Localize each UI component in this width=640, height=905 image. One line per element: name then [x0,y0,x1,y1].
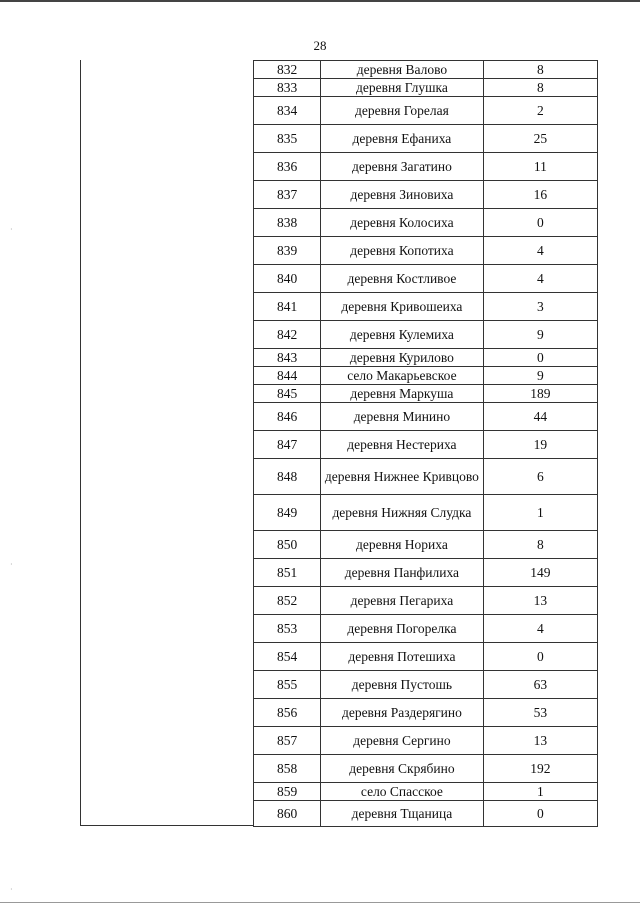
settlement-value: 8 [483,79,597,97]
settlement-value: 13 [483,727,597,755]
settlement-name: деревня Тщаница [321,801,483,827]
settlement-value: 0 [483,643,597,671]
table-row [254,367,598,385]
table-row [254,699,598,727]
row-number: 856 [254,699,321,727]
row-number: 838 [254,209,321,237]
settlement-value: 192 [483,755,597,783]
settlement-name: село Макарьевское [321,367,483,385]
table-row [254,431,598,459]
settlement-value: 6 [483,459,597,495]
table-row [254,181,598,209]
settlement-name: деревня Нестериха [321,431,483,459]
table-row [254,79,598,97]
settlement-name: деревня Курилово [321,349,483,367]
row-number: 844 [254,367,321,385]
settlement-value: 0 [483,209,597,237]
settlement-value: 189 [483,385,597,403]
table-row [254,125,598,153]
row-number: 848 [254,459,321,495]
table-row [254,349,598,367]
settlement-value: 53 [483,699,597,727]
settlement-name: деревня Загатино [321,153,483,181]
settlement-value: 63 [483,671,597,699]
scan-mark: · [10,225,13,234]
table-row [254,385,598,403]
row-number: 832 [254,61,321,79]
settlement-name: деревня Ефаниха [321,125,483,153]
settlement-value: 11 [483,153,597,181]
row-number: 835 [254,125,321,153]
settlement-name: деревня Зиновиха [321,181,483,209]
settlement-value: 16 [483,181,597,209]
settlement-name: деревня Маркуша [321,385,483,403]
empty-left-column [80,60,254,826]
row-number: 837 [254,181,321,209]
settlement-value: 4 [483,615,597,643]
table-body [254,61,598,827]
settlement-name: деревня Колосиха [321,209,483,237]
settlement-name: деревня Кривошеиха [321,293,483,321]
row-number: 858 [254,755,321,783]
row-number: 846 [254,403,321,431]
settlement-value: 149 [483,559,597,587]
settlement-value: 1 [483,783,597,801]
table-row [254,531,598,559]
row-number: 850 [254,531,321,559]
settlements-table [253,60,598,827]
table-row [254,587,598,615]
settlement-value: 9 [483,367,597,385]
settlement-value: 8 [483,61,597,79]
row-number: 839 [254,237,321,265]
settlement-name: деревня Копотиха [321,237,483,265]
settlement-name: деревня Нориха [321,531,483,559]
settlement-name: деревня Валово [321,61,483,79]
row-number: 855 [254,671,321,699]
row-number: 842 [254,321,321,349]
row-number: 843 [254,349,321,367]
row-number: 849 [254,495,321,531]
settlement-name: деревня Глушка [321,79,483,97]
row-number: 857 [254,727,321,755]
settlement-value: 9 [483,321,597,349]
scan-mark: · [10,885,13,894]
scan-mark: · [10,560,13,569]
settlement-name: деревня Пегариха [321,587,483,615]
table-row [254,671,598,699]
settlement-name: село Спасское [321,783,483,801]
top-border-line [0,0,640,2]
settlement-value: 44 [483,403,597,431]
settlement-value: 8 [483,531,597,559]
settlement-value: 0 [483,801,597,827]
row-number: 853 [254,615,321,643]
settlement-value: 19 [483,431,597,459]
settlement-name: деревня Нижнее Кривцово [321,459,483,495]
bottom-border-line [0,902,640,903]
page-number: 28 [313,38,327,53]
table-row [254,209,598,237]
settlement-name: деревня Раздерягино [321,699,483,727]
settlement-name: деревня Нижняя Слудка [321,495,483,531]
row-number: 845 [254,385,321,403]
table-row [254,321,598,349]
table-row [254,61,598,79]
row-number: 847 [254,431,321,459]
table-row [254,783,598,801]
table-row [254,615,598,643]
table-row [254,153,598,181]
settlement-value: 4 [483,237,597,265]
settlement-name: деревня Пустошь [321,671,483,699]
settlement-value: 4 [483,265,597,293]
row-number: 836 [254,153,321,181]
table-row [254,293,598,321]
settlement-value: 13 [483,587,597,615]
settlement-name: деревня Погорелка [321,615,483,643]
row-number: 852 [254,587,321,615]
table-row [254,403,598,431]
settlement-name: деревня Минино [321,403,483,431]
row-number: 860 [254,801,321,827]
settlement-value: 2 [483,97,597,125]
settlement-name: деревня Костливое [321,265,483,293]
settlement-value: 0 [483,349,597,367]
settlement-value: 25 [483,125,597,153]
row-number: 859 [254,783,321,801]
table-row [254,643,598,671]
table-row [254,265,598,293]
settlement-value: 3 [483,293,597,321]
row-number: 834 [254,97,321,125]
table-row [254,755,598,783]
row-number: 854 [254,643,321,671]
table-row [254,459,598,495]
settlement-name: деревня Горелая [321,97,483,125]
row-number: 841 [254,293,321,321]
table-row [254,495,598,531]
row-number: 833 [254,79,321,97]
settlement-name: деревня Кулемиха [321,321,483,349]
row-number: 851 [254,559,321,587]
table-row [254,97,598,125]
row-number: 840 [254,265,321,293]
table-row [254,559,598,587]
settlement-name: деревня Сергино [321,727,483,755]
settlement-name: деревня Потешиха [321,643,483,671]
settlement-value: 1 [483,495,597,531]
table-row [254,727,598,755]
settlement-name: деревня Панфилиха [321,559,483,587]
table-row [254,801,598,827]
settlement-name: деревня Скрябино [321,755,483,783]
table-row [254,237,598,265]
